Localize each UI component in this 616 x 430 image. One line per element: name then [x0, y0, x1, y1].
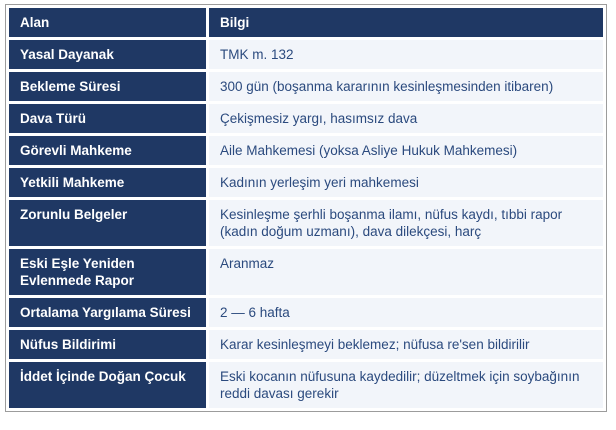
row-value-cell: Aranmaz — [209, 249, 603, 295]
column-header-bilgi: Bilgi — [209, 8, 603, 37]
row-value-cell: Karar kesinleşmeyi beklemez; nüfusa re'sen bildirilir — [209, 330, 603, 359]
row-value-cell: 2 — 6 hafta — [209, 298, 603, 327]
table-row — [9, 249, 603, 295]
row-label-cell: Yasal Dayanak — [9, 40, 206, 69]
row-label-cell: Ortalama Yargılama Süresi — [9, 298, 206, 327]
row-label-cell: Zorunlu Belgeler — [9, 200, 206, 246]
row-label-cell: Dava Türü — [9, 104, 206, 133]
row-label-cell: Eski Eşle Yeniden Evlenmede Rapor — [9, 249, 206, 295]
table-row — [9, 330, 603, 359]
table-row — [9, 362, 603, 408]
header-row — [9, 8, 603, 37]
column-header-alan: Alan — [9, 8, 206, 37]
table-row — [9, 168, 603, 197]
table-row — [9, 72, 603, 101]
row-value-cell: Eski kocanın nüfusuna kaydedilir; düzeltmek için soybağının reddi davası gerekir — [209, 362, 603, 408]
table-row — [9, 40, 603, 69]
info-table — [5, 4, 607, 412]
row-value-cell: Çekişmesiz yargı, hasımsız dava — [209, 104, 603, 133]
row-value-cell: Kadının yerleşim yeri mahkemesi — [209, 168, 603, 197]
table-row — [9, 298, 603, 327]
table-row — [9, 200, 603, 246]
row-value-cell: Aile Mahkemesi (yoksa Asliye Hukuk Mahkemesi) — [209, 136, 603, 165]
row-label-cell: Nüfus Bildirimi — [9, 330, 206, 359]
table-row — [9, 104, 603, 133]
row-label-cell: Görevli Mahkeme — [9, 136, 206, 165]
table-row — [9, 136, 603, 165]
row-label-cell: Yetkili Mahkeme — [9, 168, 206, 197]
row-value-cell: TMK m. 132 — [209, 40, 603, 69]
row-label-cell: İddet İçinde Doğan Çocuk — [9, 362, 206, 408]
row-value-cell: 300 gün (boşanma kararının kesinleşmesinden itibaren) — [209, 72, 603, 101]
row-value-cell: Kesinleşme şerhli boşanma ilamı, nüfus kaydı, tıbbi rapor (kadın doğum uzmanı), dava dilekçesi, harç — [209, 200, 603, 246]
row-label-cell: Bekleme Süresi — [9, 72, 206, 101]
